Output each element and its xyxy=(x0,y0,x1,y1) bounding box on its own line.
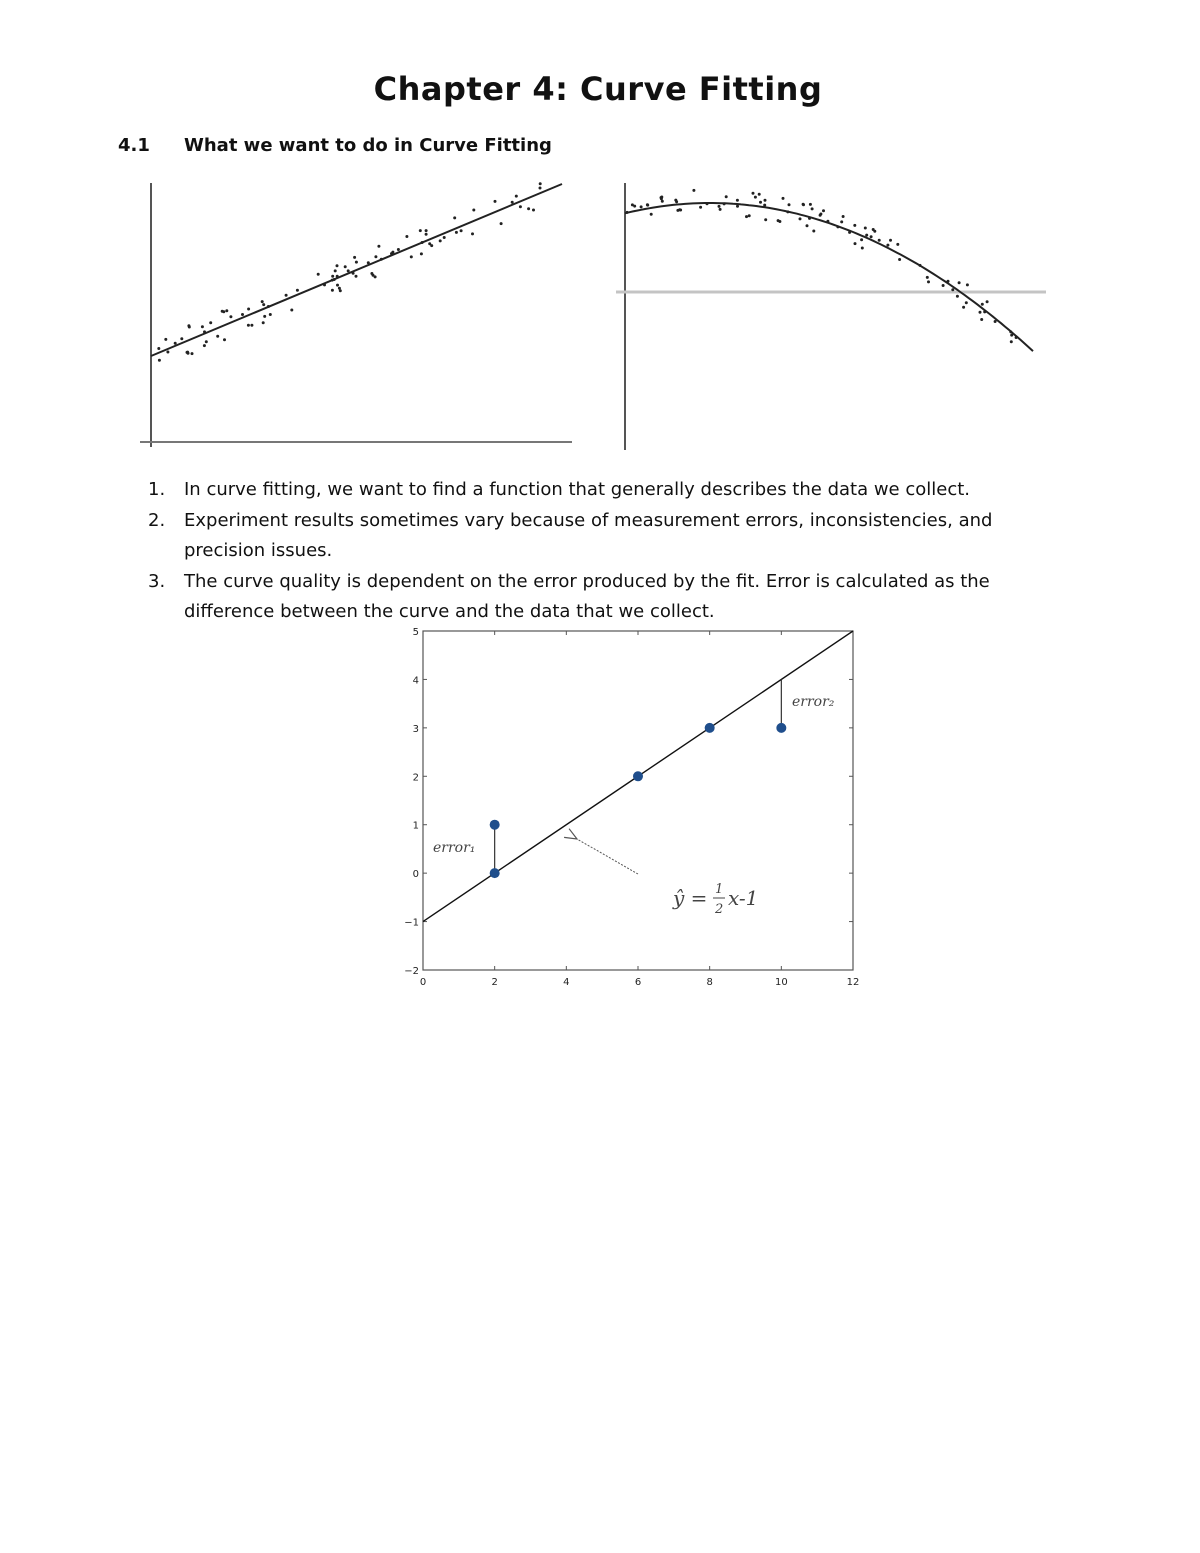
linear-fit-plot xyxy=(140,182,572,447)
scatter-dot xyxy=(840,220,843,223)
scatter-dot xyxy=(455,231,458,234)
scatter-dot xyxy=(425,233,428,236)
error-chart xyxy=(380,622,870,994)
y-tick-label: 4 xyxy=(412,675,419,687)
scatter-dot xyxy=(861,247,864,250)
scatter-dot xyxy=(896,243,899,246)
scatter-dot xyxy=(981,303,984,306)
scatter-dot xyxy=(799,217,802,220)
scatter-dot xyxy=(250,324,253,327)
scatter-dot xyxy=(421,241,424,244)
scatter-dot xyxy=(352,272,355,275)
x-tick-label: 6 xyxy=(634,977,642,988)
scatter-dot xyxy=(377,245,380,248)
scatter-dot xyxy=(870,235,873,238)
scatter-dot xyxy=(158,359,161,362)
scatter-dot xyxy=(539,182,542,185)
list-item xyxy=(138,475,1078,506)
scatter-dot xyxy=(986,300,989,303)
scatter-dot xyxy=(296,289,299,292)
scatter-dot xyxy=(285,294,288,297)
page-title: Chapter 4: Curve Fitting xyxy=(373,70,823,108)
scatter-dot xyxy=(864,227,867,230)
scatter-dot xyxy=(439,239,442,242)
scatter-dot xyxy=(247,308,250,311)
list-number: 2. xyxy=(148,509,166,531)
y-tick-label: 2 xyxy=(412,772,419,784)
y-tick-label: 5 xyxy=(412,627,419,638)
scatter-dot xyxy=(420,252,423,255)
scatter-dot xyxy=(646,203,649,206)
data-point xyxy=(705,723,715,733)
data-point xyxy=(633,771,643,781)
scatter-dot xyxy=(650,213,653,216)
scatter-dot xyxy=(174,342,177,345)
equation-lhs: ŷ = xyxy=(673,886,708,910)
scatter-dot xyxy=(965,301,968,304)
scatter-dot xyxy=(706,202,709,205)
scatter-dot xyxy=(786,210,789,213)
scatter-dot xyxy=(699,206,702,209)
scatter-dot xyxy=(527,207,530,210)
scatter-dot xyxy=(819,214,822,217)
section-title: What we want to do in Curve Fitting xyxy=(184,135,552,156)
scatter-dot xyxy=(263,315,266,318)
scatter-dot xyxy=(802,203,805,206)
scatter-dot xyxy=(752,192,755,195)
scatter-dot xyxy=(942,284,945,287)
scatter-dot xyxy=(994,320,997,323)
linear-fit-line xyxy=(151,184,562,356)
scatter-dot xyxy=(926,276,929,279)
scatter-dot xyxy=(367,261,370,264)
scatter-dot xyxy=(1010,334,1013,337)
scatter-dot xyxy=(983,310,986,313)
scatter-dot xyxy=(854,242,857,245)
scatter-dot xyxy=(661,200,664,203)
scatter-dot xyxy=(323,283,326,286)
scatter-dot xyxy=(848,231,851,234)
scatter-dot xyxy=(269,313,272,316)
x-tick-label: 0 xyxy=(419,977,427,988)
equation-label xyxy=(672,882,758,917)
scatter-dot xyxy=(723,202,726,205)
plot-frame xyxy=(423,631,853,970)
scatter-dot xyxy=(872,228,875,231)
x-tick-label: 12 xyxy=(846,977,860,988)
scatter-dot xyxy=(443,236,446,239)
list-item-text: Experiment results sometimes vary because of measurement errors, inconsistencies, and precision issues. xyxy=(184,509,993,561)
scatter-dot xyxy=(962,306,965,309)
scatter-dot xyxy=(763,204,766,207)
equation-rhs: x-1 xyxy=(728,886,759,910)
scatter-dot xyxy=(186,351,189,354)
scatter-dot xyxy=(353,256,356,259)
scatter-dot xyxy=(898,258,901,261)
scatter-dot xyxy=(878,239,881,242)
scatter-dot xyxy=(374,255,377,258)
scatter-dot xyxy=(660,196,663,199)
scatter-dot xyxy=(1015,336,1018,339)
scatter-dot xyxy=(674,199,677,202)
scatter-dot xyxy=(201,325,204,328)
scatter-dot xyxy=(164,338,167,341)
section-number: 4.1 xyxy=(118,135,150,156)
scatter-dot xyxy=(692,189,695,192)
scatter-dot xyxy=(472,209,475,212)
scatter-dot xyxy=(229,315,232,318)
scatter-dot xyxy=(718,205,721,208)
scatter-dot xyxy=(188,326,191,329)
data-point xyxy=(776,723,786,733)
scatter-dot xyxy=(225,309,228,312)
scatter-dot xyxy=(334,269,337,272)
scatter-dot xyxy=(336,264,339,267)
scatter-dot xyxy=(719,208,722,211)
x-tick-label: 8 xyxy=(706,977,713,988)
key-points-list xyxy=(138,475,1078,628)
scatter-dot xyxy=(203,330,206,333)
scatter-dot xyxy=(453,216,456,219)
scatter-dot xyxy=(842,215,845,218)
scatter-dot xyxy=(419,229,422,232)
scatter-dot xyxy=(947,280,950,283)
list-item xyxy=(138,506,1078,567)
scatter-dot xyxy=(157,347,160,350)
scatter-dot xyxy=(205,340,208,343)
scatter-dot xyxy=(262,321,265,324)
y-tick-label: 1 xyxy=(412,820,419,832)
scatter-dot xyxy=(958,281,961,284)
scatter-dot xyxy=(678,208,681,211)
scatter-dot xyxy=(339,289,342,292)
error2-label: error₂ xyxy=(792,694,835,710)
scatter-dot xyxy=(391,253,394,256)
scatter-dot xyxy=(539,187,542,190)
error1-label: error₁ xyxy=(433,840,476,856)
list-item-text: The curve quality is dependent on the error produced by the fit. Error is calculated as the difference between the curve and the data that we collect. xyxy=(184,570,990,622)
scatter-dot xyxy=(336,284,339,287)
x-tick-label: 4 xyxy=(563,977,570,988)
scatter-dot xyxy=(425,229,428,232)
scatter-dot xyxy=(410,255,413,258)
scatter-dot xyxy=(221,310,224,313)
scatter-dot xyxy=(511,201,514,204)
y-tick-label: −1 xyxy=(404,917,419,929)
scatter-dot xyxy=(754,196,757,199)
scatter-dot xyxy=(812,230,815,233)
scatter-dot xyxy=(494,200,497,203)
list-item-text: In curve fitting, we want to find a function that generally describes the data we collect. xyxy=(184,479,971,500)
scatter-dot xyxy=(1009,330,1012,333)
scatter-dot xyxy=(166,351,169,354)
scatter-dot xyxy=(380,258,383,261)
scatter-dot xyxy=(836,225,839,228)
scatter-dot xyxy=(180,337,183,340)
scatter-dot xyxy=(811,207,814,210)
data-point xyxy=(490,820,500,830)
scatter-dot xyxy=(640,205,643,208)
y-tick-label: 0 xyxy=(412,869,419,881)
scatter-dot xyxy=(331,275,334,278)
scatter-dot xyxy=(826,220,829,223)
scatter-dot xyxy=(759,201,762,204)
quadratic-fit-curve xyxy=(625,203,1033,351)
scatter-dot xyxy=(247,324,250,327)
x-tick-label: 10 xyxy=(774,977,788,988)
scatter-dot xyxy=(806,224,809,227)
scatter-dot xyxy=(331,279,334,282)
scatter-dot xyxy=(919,264,922,267)
scatter-dot xyxy=(777,219,780,222)
scatter-dot xyxy=(966,283,969,286)
scatter-dot xyxy=(745,215,748,218)
scatter-dot xyxy=(764,199,767,202)
scatter-dot xyxy=(267,305,270,308)
scatter-dot xyxy=(344,265,347,268)
quadratic-fit-plot xyxy=(616,183,1046,450)
scatter-dot xyxy=(261,300,264,303)
scatter-dot xyxy=(736,205,739,208)
scatter-dot xyxy=(631,203,634,206)
scatter-dot xyxy=(331,289,334,292)
scatter-dot xyxy=(980,318,983,321)
scatter-dot xyxy=(956,295,959,298)
scatter-dot xyxy=(290,309,293,312)
scatter-dot xyxy=(979,311,982,314)
scatter-dot xyxy=(203,344,206,347)
scatter-dot xyxy=(500,222,503,225)
scatter-dot xyxy=(355,261,358,264)
scatter-dot xyxy=(347,269,350,272)
scatter-dot xyxy=(927,280,930,283)
scatter-dot xyxy=(889,239,892,242)
x-tick-label: 2 xyxy=(491,977,498,988)
scatter-dot xyxy=(223,338,226,341)
scatter-dot xyxy=(853,224,856,227)
scatter-dot xyxy=(397,248,400,251)
scatter-dot xyxy=(782,197,785,200)
scatter-dot xyxy=(788,203,791,206)
scatter-dot xyxy=(460,229,463,232)
scatter-dot xyxy=(764,218,767,221)
scatter-dot xyxy=(241,313,244,316)
scatter-dot xyxy=(471,232,474,235)
scatter-dot xyxy=(758,193,761,196)
scatter-dot xyxy=(405,235,408,238)
scatter-dot xyxy=(355,275,358,278)
scatter-dot xyxy=(191,352,194,355)
scatter-dot xyxy=(1010,340,1013,343)
y-tick-label: −2 xyxy=(404,966,419,977)
scatter-dot xyxy=(822,209,825,212)
scatter-dot xyxy=(262,303,265,306)
scatter-dot xyxy=(519,205,522,208)
equation-denominator: 2 xyxy=(715,902,724,917)
data-point xyxy=(490,868,500,878)
scatter-dot xyxy=(951,288,954,291)
scatter-dot xyxy=(725,195,728,198)
fitting-examples-figure xyxy=(130,175,1060,455)
list-number: 3. xyxy=(148,570,166,592)
list-number: 1. xyxy=(148,479,166,500)
scatter-dot xyxy=(748,214,751,217)
scatter-dot xyxy=(374,275,377,278)
list-item xyxy=(138,567,1078,628)
scatter-dot xyxy=(809,203,812,206)
scatter-dot xyxy=(860,238,863,241)
equation-numerator: 1 xyxy=(715,882,724,897)
scatter-dot xyxy=(430,244,433,247)
scatter-dot xyxy=(626,211,629,214)
annotation-arrow xyxy=(577,839,638,874)
scatter-dot xyxy=(886,244,889,247)
scatter-dot xyxy=(532,209,535,212)
scatter-dot xyxy=(808,217,811,220)
scatter-dot xyxy=(736,199,739,202)
scatter-dot xyxy=(216,335,219,338)
scatter-dot xyxy=(865,234,868,237)
scatter-dot xyxy=(515,195,518,198)
scatter-dot xyxy=(209,321,212,324)
y-tick-label: 3 xyxy=(412,723,419,735)
scatter-dot xyxy=(336,275,339,278)
scatter-dot xyxy=(317,273,320,276)
